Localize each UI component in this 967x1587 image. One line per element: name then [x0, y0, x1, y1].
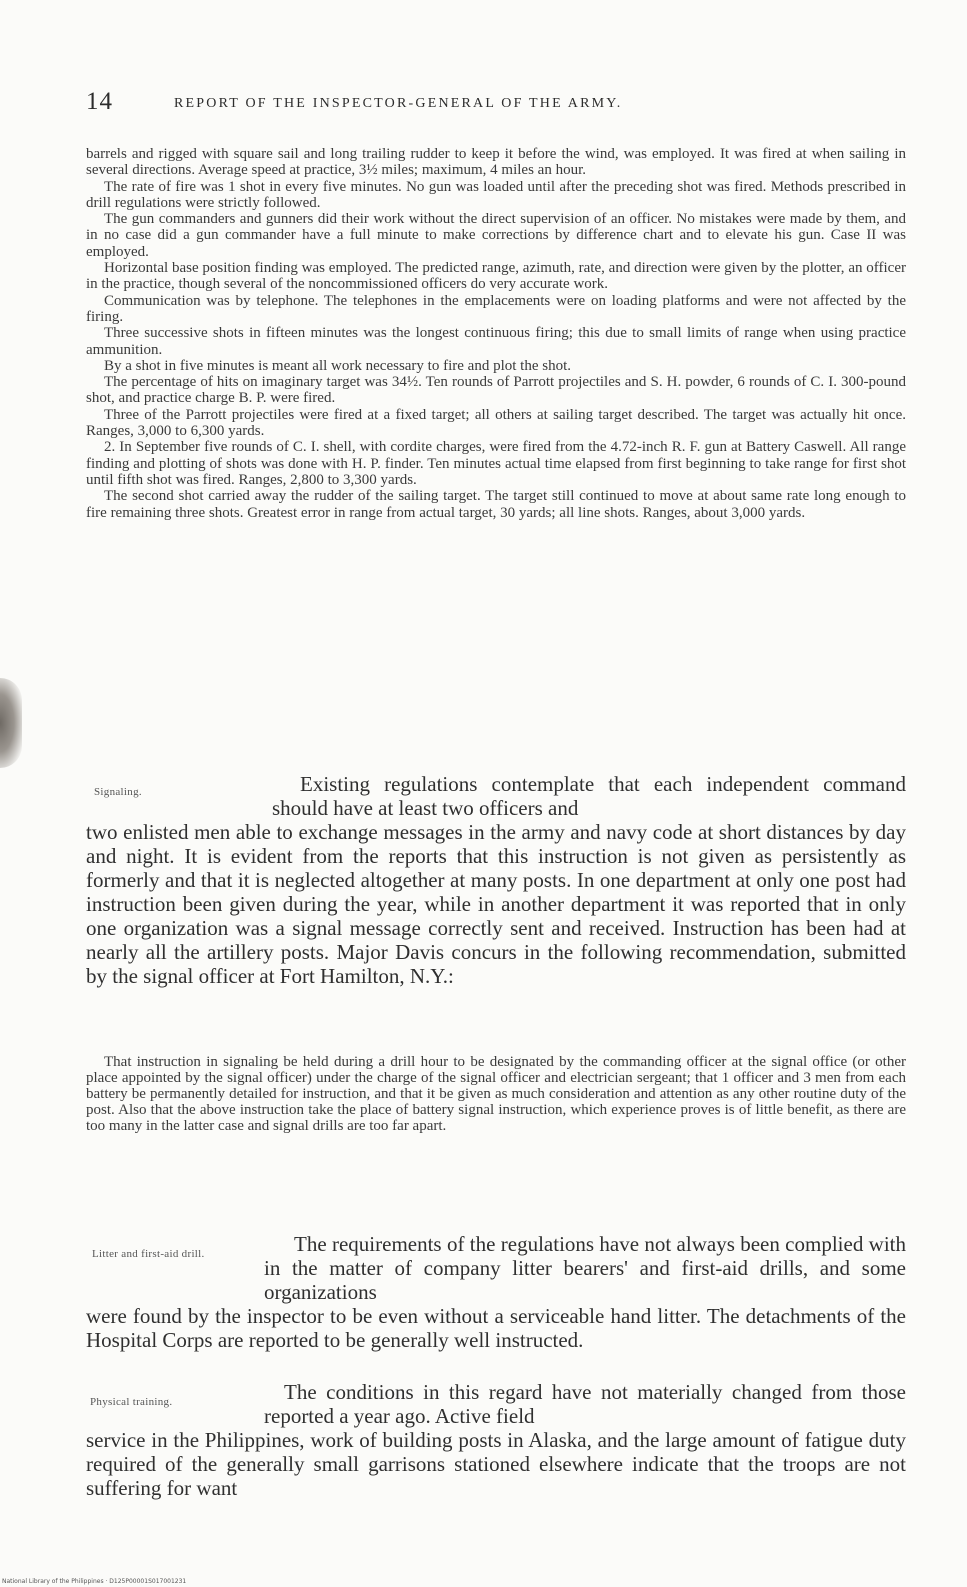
section-signaling [86, 772, 906, 988]
signaling-body: two enlisted men able to exchange messages in the army and navy code at short distances by day and night. It is evident from the reports that this instruction is not given as persistently as formerly and that it is neglected altogether at many posts. In one department at only one post had instruction been given during the year, while in another department it was reported that in only one organization was a signal message correctly sent and received. Instruction has been had at nearly all the artillery posts. Major Davis concurs in the following recommendation, submitted by the signal officer at Fort Hamilton, N.Y.: [86, 820, 906, 988]
litter-body: were found by the inspector to be even without a serviceable hand litter. The detachments of the Hospital Corps are reported to be generally well instructed. [86, 1304, 906, 1352]
signaling-quote [86, 1054, 906, 1134]
physical-lead: The conditions in this regard have not materially changed from those reported a year ago. Active field [264, 1380, 906, 1428]
page-number: 14 [86, 88, 113, 115]
paragraph: The gun commanders and gunners did their work without the direct supervision of an officer. No mistakes were made by them, and in no case did a gun commander have a full minute to make corrections by difference chart and to elevate his gun. Case II was employed. [86, 211, 906, 260]
paragraph: Three of the Parrott projectiles were fired at a fixed target; all others at sailing target described. The target was actually hit once. Ranges, 3,000 to 6,300 yards. [86, 406, 906, 440]
section-physical [86, 1380, 906, 1500]
physical-body: service in the Philippines, work of building posts in Alaska, and the large amount of fatigue duty required of the generally small garrisons stationed elsewhere indicate that the troops are not suffering for want [86, 1428, 906, 1500]
page-header [86, 88, 906, 118]
paragraph: Horizontal base position finding was employed. The predicted range, azimuth, rate, and direction were given by the plotter, an officer in the practice, though several of the noncommissioned officers do very accurate work. [86, 260, 906, 293]
paragraph: The rate of fire was 1 shot in every five minutes. No gun was loaded until after the preceding shot was fired. Methods prescribed in drill regulations were strictly followed. [86, 178, 906, 211]
paragraph: The percentage of hits on imaginary target was 34½. Ten rounds of Parrott projectiles and S. H. powder, 6 rounds of C. I. 300-pound shot, and practice charge B. P. were fired. [86, 374, 906, 407]
section-litter [86, 1232, 906, 1352]
side-note-litter: Litter and first-aid drill. [92, 1248, 205, 1260]
paragraph: By a shot in five minutes is meant all work necessary to fire and plot the shot. [104, 357, 571, 374]
side-note-physical: Physical training. [90, 1396, 173, 1408]
quote-paragraph: That instruction in signaling be held during a drill hour to be designated by the commanding officer at the signal office (or other place appointed by the signal officer) under the charge of the signal officer and electrician sergeant; that 1 officer and 3 men from each battery be permanently detailed for instruction, and that it be given as much consideration and attention as any other routine duty of the post. Also that the above instruction take the place of battery signal instruction, which experience proves is of little benefit, as there are too many in the latter case and signal drills are too far apart. [86, 1054, 906, 1134]
side-note-signaling: Signaling. [94, 786, 142, 798]
paragraph: Three successive shots in fifteen minutes was the longest continuous firing; this due to small limits of range when using practice ammunition. [86, 325, 906, 358]
running-title: REPORT OF THE INSPECTOR-GENERAL OF THE ARMY. [174, 96, 623, 111]
paragraph: 2. In September five rounds of C. I. shell, with cordite charges, were fired from the 4.72-inch R. F. gun at Battery Caswell. All range finding and plotting of shots was done with H. P. finder. Ten minutes actual time elapsed from first beginning to take range for first shot until fifth shot was fired. Ranges, 2,800 to 3,300 yards. [86, 439, 906, 488]
paragraph: The second shot carried away the rudder of the sailing target. The target still continued to move at about same rate long enough to fire remaining three shots. Greatest error in range from actual target, 30 yards; all line shots. Ranges, about 3,000 yards. [86, 488, 906, 521]
scan-thumb-smudge [0, 678, 22, 768]
archive-stamp: National Library of the Philippines · D125P00001S017001231 [2, 1578, 187, 1585]
paragraph: barrels and rigged with square sail and long trailing rudder to keep it before the wind, was employed. It was fired at when sailing in several directions. Average speed at practice, 3½ miles; maximum, 4 miles an hour. [86, 146, 906, 179]
litter-lead: The requirements of the regulations have not always been complied with in the matter of company litter bearers' and first-aid drills, and some organizations [264, 1232, 906, 1304]
paragraph: Communication was by telephone. The telephones in the emplacements were on loading platforms and were not affected by the firing. [86, 292, 906, 325]
report-paragraphs [86, 146, 906, 521]
signaling-lead: Existing regulations contemplate that each independent command should have at least two officers and [272, 772, 906, 820]
